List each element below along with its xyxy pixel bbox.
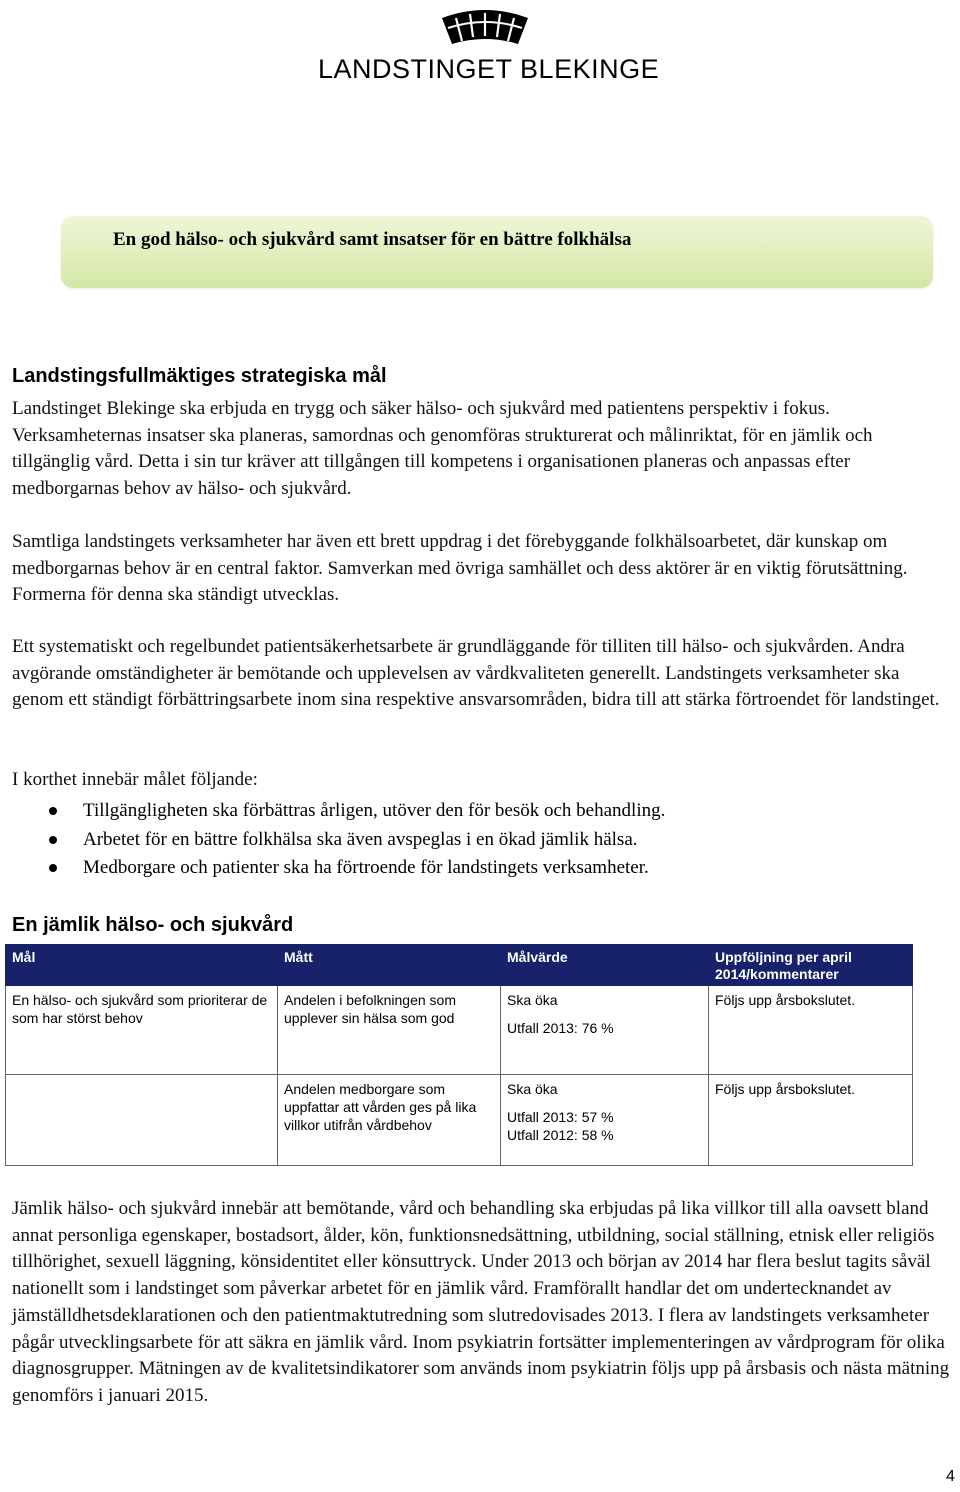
page-number: 4 xyxy=(946,1468,955,1485)
followup-cell: Följs upp årsbokslutet. xyxy=(709,986,913,1075)
table-row xyxy=(6,986,913,1075)
bullet-icon xyxy=(49,864,57,872)
list-item: Tillgängligheten ska förbättras årligen, utöver den för besök och behandling. xyxy=(12,797,665,826)
goals-table xyxy=(5,944,913,1166)
paragraph-patient-safety: Ett systematiskt och regelbundet patientsäkerhetsarbete är grundläggande för tilliten till hälso- och sjukvården. Andra avgörande omständigheter är bemötande och upplevelsen av vårdkvaliteten generellt. Landstingets verksamheter ska genom ett ständigt förbättringsarbete inom sina respektive ansvarsområden, bidra till att stärka förtroendet för landstinget. xyxy=(12,636,940,711)
target-value: Ska öka xyxy=(507,992,558,1008)
goal-bullet-list xyxy=(12,797,665,883)
column-header-goal: Mål xyxy=(6,945,278,986)
banner-title: En god hälso- och sjukvård samt insatser för en bättre folkhälsa xyxy=(113,229,632,250)
goal-cell xyxy=(6,1075,278,1166)
outcome-value: Utfall 2013: 57 % xyxy=(507,1109,614,1125)
measure-cell: Andelen i befolkningen som upplever sin hälsa som god xyxy=(278,986,501,1075)
paragraph-summary-lead: I korthet innebär målet följande: xyxy=(12,769,258,790)
paragraph-intro: Landstinget Blekinge ska erbjuda en trygg och säker hälso- och sjukvård med patientens perspektiv i fokus. Verksamheternas insatser ska planeras, samordnas och genomföras strukturerat och målinriktat, för en jämlik och tillgänglig vård. Detta i sin tur kräver att tillgången till kompetens i organisationen planeras och anpassas efter medborgarnas behov av hälso- och sjukvård. xyxy=(12,398,873,500)
target-cell xyxy=(501,986,709,1075)
table-row xyxy=(6,1075,913,1166)
outcome-value: Utfall 2012: 58 % xyxy=(507,1127,614,1143)
bullet-icon xyxy=(49,836,57,844)
logo-wordmark: LANDSTINGET BLEKINGE xyxy=(318,54,660,84)
outcome-value: Utfall 2013: 76 % xyxy=(507,1020,614,1036)
followup-cell: Följs upp årsbokslutet. xyxy=(709,1075,913,1166)
paragraph-public-health: Samtliga landstingets verksamheter har även ett brett uppdrag i det förebyggande folkhälsoarbetet, där kunskap om medborgarnas behov är en central faktor. Samverkan med övriga samhället och dess aktörer är en viktig förutsättning. Formerna för denna ska ständigt utvecklas. xyxy=(12,531,908,606)
goal-cell: En hälso- och sjukvård som prioriterar de som har störst behov xyxy=(6,986,278,1075)
organization-logo xyxy=(318,4,660,84)
measure-cell: Andelen medborgare som uppfattar att vården ges på lika villkor utifrån vårdbehov xyxy=(278,1075,501,1166)
list-item: Medborgare och patienter ska ha förtroende för landstingets verksamheter. xyxy=(12,854,665,883)
column-header-followup: Uppföljning per april 2014/kommentarer xyxy=(709,945,913,986)
list-item: Arbetet för en bättre folkhälsa ska även avspeglas i en ökad jämlik hälsa. xyxy=(12,826,665,855)
theme-banner xyxy=(61,216,933,288)
bullet-icon xyxy=(49,807,57,815)
target-cell xyxy=(501,1075,709,1166)
column-header-measure: Mått xyxy=(278,945,501,986)
section-heading-equal-care: En jämlik hälso- och sjukvård xyxy=(12,914,294,936)
target-value: Ska öka xyxy=(507,1081,558,1097)
column-header-target: Målvärde xyxy=(501,945,709,986)
crown-emblem-icon xyxy=(438,4,532,48)
paragraph-equal-care: Jämlik hälso- och sjukvård innebär att bemötande, vård och behandling ska erbjudas på lika villkor till alla oavsett bland annat personliga egenskaper, bostadsort, ålder, kön, funktionsnedsättning, utbildning, social ställning, etnisk eller religiös tillhörighet, sexuell läggning, könsidentitet eller könsuttryck. Under 2013 och början av 2014 har flera beslut tagits såväl nationellt som i landstinget som påverkar arbetet för en jämlik vård. Framförallt handlar det om undertecknandet av jämställdhetsdeklarationen och den patientmaktutredning som slutredovisades 2013. I flera av landstingets verksamheter pågår utvecklingsarbete för att säkra en jämlik vård. Inom psykiatrin fortsätter implementeringen av vårdprogram för olika diagnosgrupper. Mätningen av de kvalitetsindikatorer som används inom psykiatrin följs upp på årsbasis och nästa mätning genomförs i januari 2015. xyxy=(12,1198,950,1406)
section-heading-strategic-goals: Landstingsfullmäktiges strategiska mål xyxy=(12,365,387,387)
table-header-row xyxy=(6,945,913,986)
